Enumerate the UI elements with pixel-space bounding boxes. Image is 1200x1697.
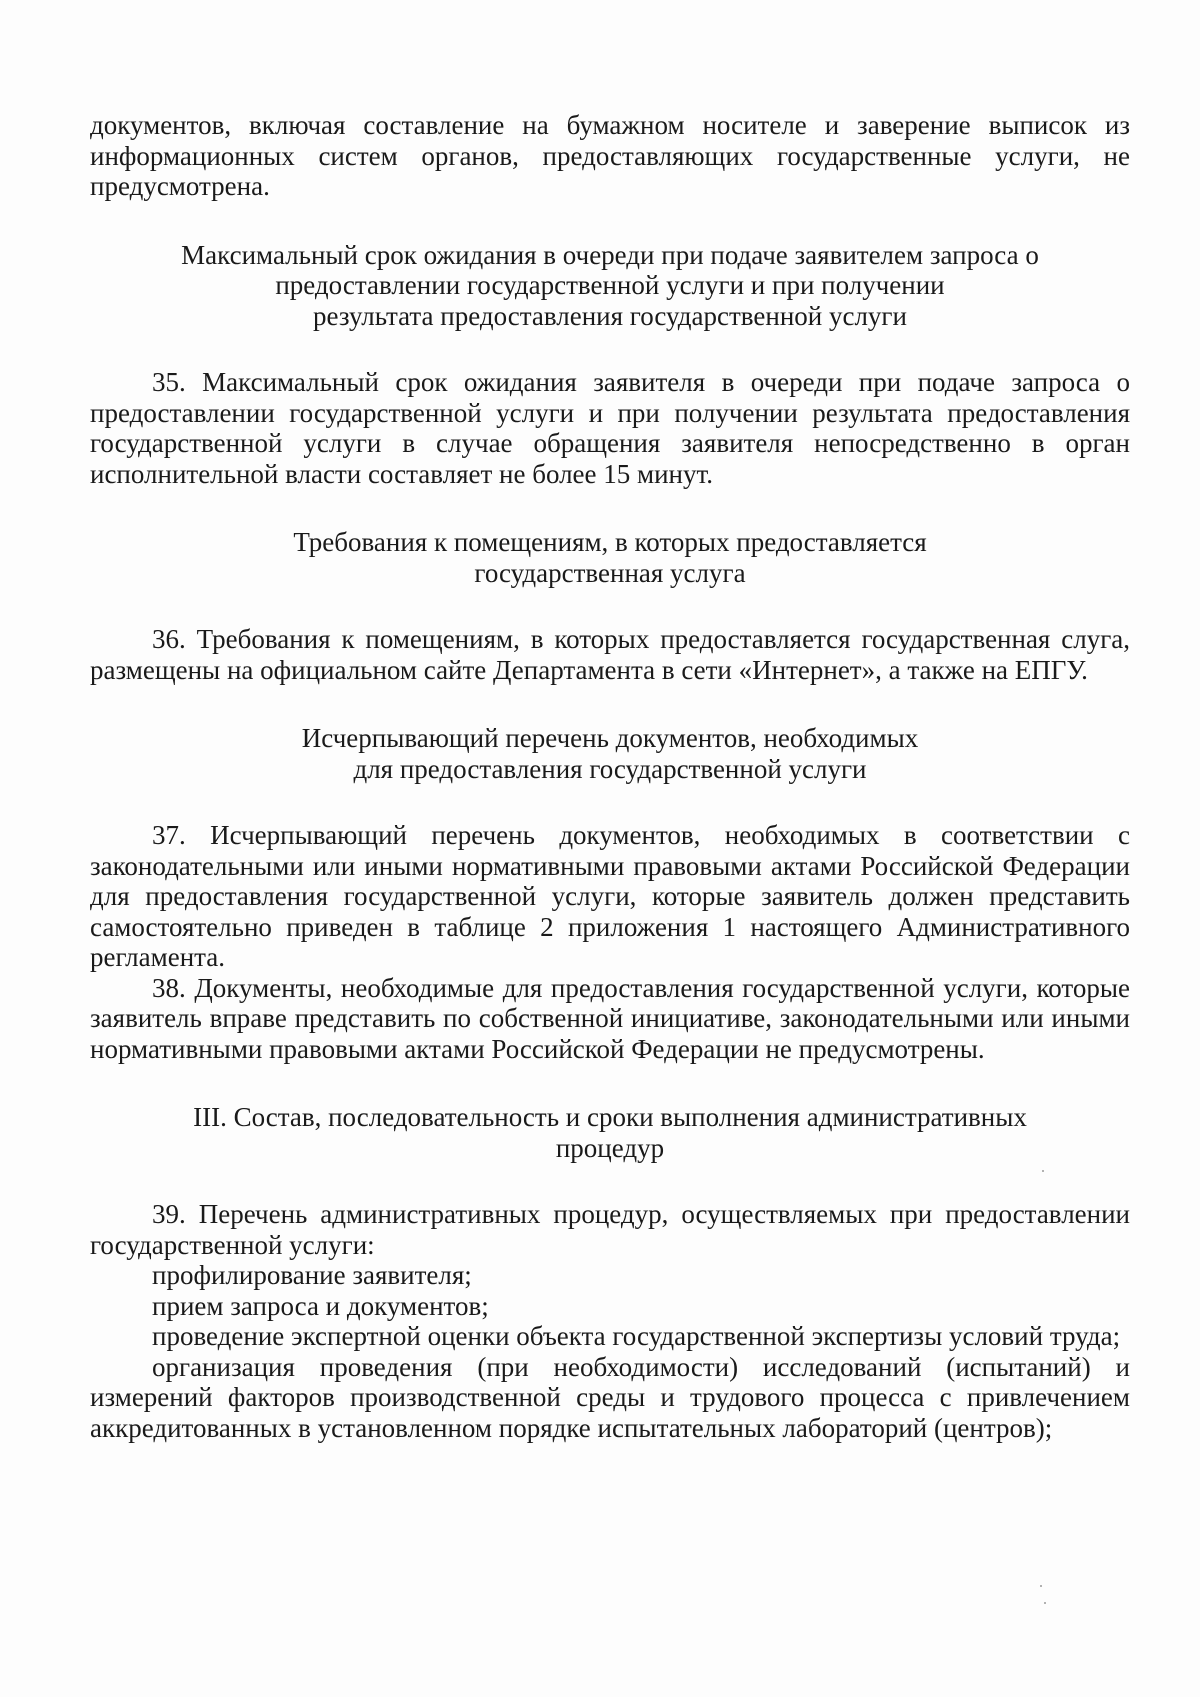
heading-documents-list (90, 723, 1130, 784)
heading-line: процедур (555, 1132, 665, 1163)
scan-speck (1040, 1585, 1042, 1587)
spacer (90, 331, 1130, 367)
paragraph-39: 39. Перечень административных процедур, осуществляемых при предоставлении государственной услуги: (90, 1199, 1130, 1260)
spacer (90, 784, 1130, 820)
list-item: прием запроса и документов; (152, 1290, 489, 1321)
heading-section-iii (90, 1102, 1130, 1163)
scan-speck (1042, 1170, 1044, 1172)
spacer (90, 1163, 1130, 1199)
spacer (90, 588, 1130, 624)
paragraph-37: 37. Исчерпывающий перечень документов, необходимых в соответствии с законодательными или иными нормативными правовыми актами Российской Федерации для предоставления государственной услуги, которые заявитель должен представить самостоятельно приведен в таблице 2 приложения 1 настоящего Административного регламента. (90, 820, 1130, 972)
spacer (90, 685, 1130, 723)
paragraph-35: 35. Максимальный срок ожидания заявителя в очереди при подаче запроса о предоставлении государственной услуги и при получении результата предоставления государственной услуги в случае обращения заявителя непосредственно в орган исполнительной власти составляет не более 15 минут. (90, 367, 1130, 489)
spacer (90, 202, 1130, 240)
paragraph-36: 36. Требования к помещениям, в которых предоставляется государственная слуга, размещены на официальном сайте Департамента в сети «Интернет», а также на ЕПГУ. (90, 624, 1130, 685)
heading-line: для предоставления государственной услуги (353, 753, 867, 784)
heading-queue-waiting-time (90, 240, 1130, 332)
heading-line: государственная услуга (474, 557, 746, 588)
heading-line: Исчерпывающий перечень документов, необходимых (301, 723, 919, 753)
spacer (90, 489, 1130, 527)
heading-line: Максимальный срок ожидания в очереди при подаче заявителем запроса о (181, 239, 1039, 270)
spacer (90, 1064, 1130, 1102)
list-item: организация проведения (при необходимости) исследований (испытаний) и измерений факторов производственной среды и трудового процесса с привлечением аккредитованных в установленном порядке испытательных лабораторий (центров); (90, 1351, 1130, 1443)
list-item: профилирование заявителя; (152, 1260, 472, 1290)
scan-speck (1044, 1602, 1046, 1604)
paragraph-intro: документов, включая составление на бумажном носителе и заверение выписок из информационных систем органов, предоставляющих государственные услуги, не предусмотрена. (90, 110, 1130, 201)
list-item: проведение экспертной оценки объекта государственной экспертизы условий труда; (152, 1321, 1121, 1351)
heading-line: III. Состав, последовательность и сроки выполнения административных (193, 1102, 1027, 1132)
heading-line: предоставлении государственной услуги и при получении (275, 270, 945, 300)
heading-line: Требования к помещениям, в которых предоставляется (293, 527, 927, 557)
heading-premises-requirements (90, 527, 1130, 588)
document-body (90, 110, 1130, 1443)
paragraph-38: 38. Документы, необходимые для предоставления государственной услуги, которые заявитель вправе представить по собственной инициативе, законодательными или иными нормативными правовыми актами Российской Федерации не предусмотрены. (90, 972, 1130, 1064)
heading-line: результата предоставления государственной услуги (313, 300, 907, 331)
